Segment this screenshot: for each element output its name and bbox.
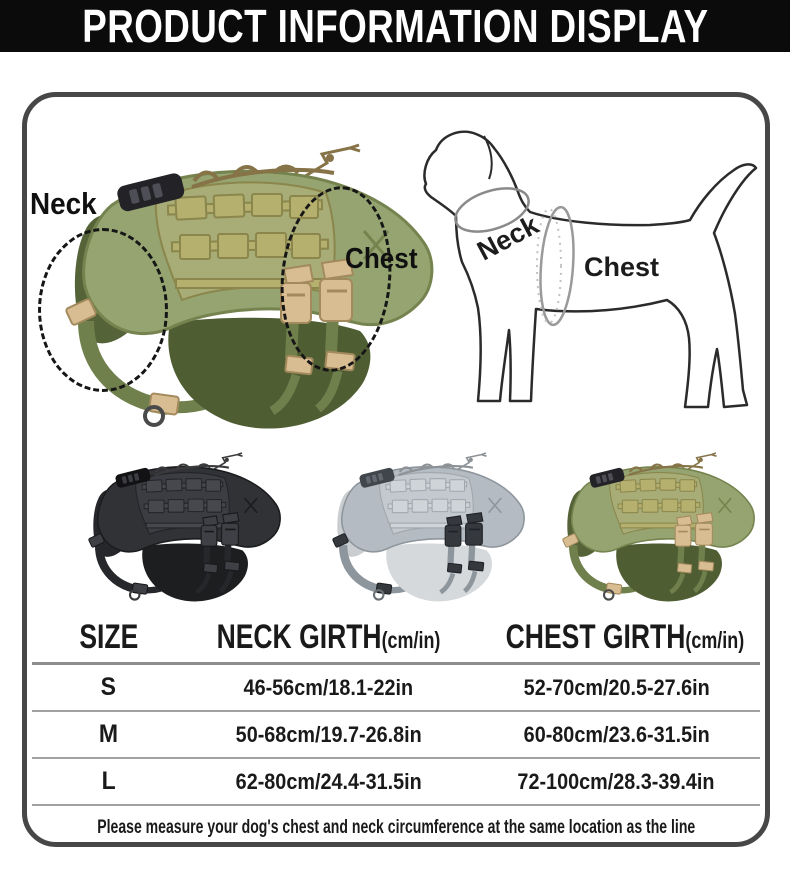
harness-neck-label: Neck: [30, 186, 97, 221]
column-header-neck-girth: NECK GIRTH(cm/in): [216, 617, 441, 656]
dog-neck-label: Neck: [472, 209, 544, 267]
title-bar: [0, 0, 790, 52]
column-header-chest-girth: CHEST GIRTH(cm/in): [506, 617, 745, 656]
dog-chest-label: Chest: [584, 252, 660, 282]
neck-girth-value: 50-68cm/19.7-26.8in: [235, 721, 422, 747]
size-table-header: [32, 612, 760, 662]
size-table: [32, 612, 760, 848]
variant-black-harness: [76, 452, 296, 609]
table-row-m: [32, 712, 760, 757]
chest-girth-value: 72-100cm/28.3-39.4in: [517, 768, 715, 794]
neck-girth-value: 46-56cm/18.1-22in: [243, 674, 414, 700]
size-value: S: [100, 673, 117, 701]
page-title: PRODUCT INFORMATION DISPLAY: [81, 0, 709, 52]
variant-green-harness: [550, 452, 770, 609]
harness-chest-label: Chest: [345, 243, 418, 275]
chest-girth-value: 60-80cm/23.6-31.5in: [523, 721, 710, 747]
chest-girth-value: 52-70cm/20.5-27.6in: [523, 674, 710, 700]
size-value: L: [101, 767, 116, 795]
table-row-l: [32, 759, 760, 804]
neck-girth-indicator: [38, 228, 168, 392]
measurement-note: [32, 806, 760, 848]
table-row-s: [32, 665, 760, 710]
neck-girth-value: 62-80cm/24.4-31.5in: [235, 768, 422, 794]
dog-measurement-diagram: [418, 126, 763, 426]
size-value: M: [98, 720, 119, 748]
measurement-note-text: Please measure your dog's chest and neck circumference at the same location as the line: [97, 815, 695, 838]
variant-gray-harness: [320, 452, 540, 609]
column-header-size: SIZE: [78, 617, 138, 656]
